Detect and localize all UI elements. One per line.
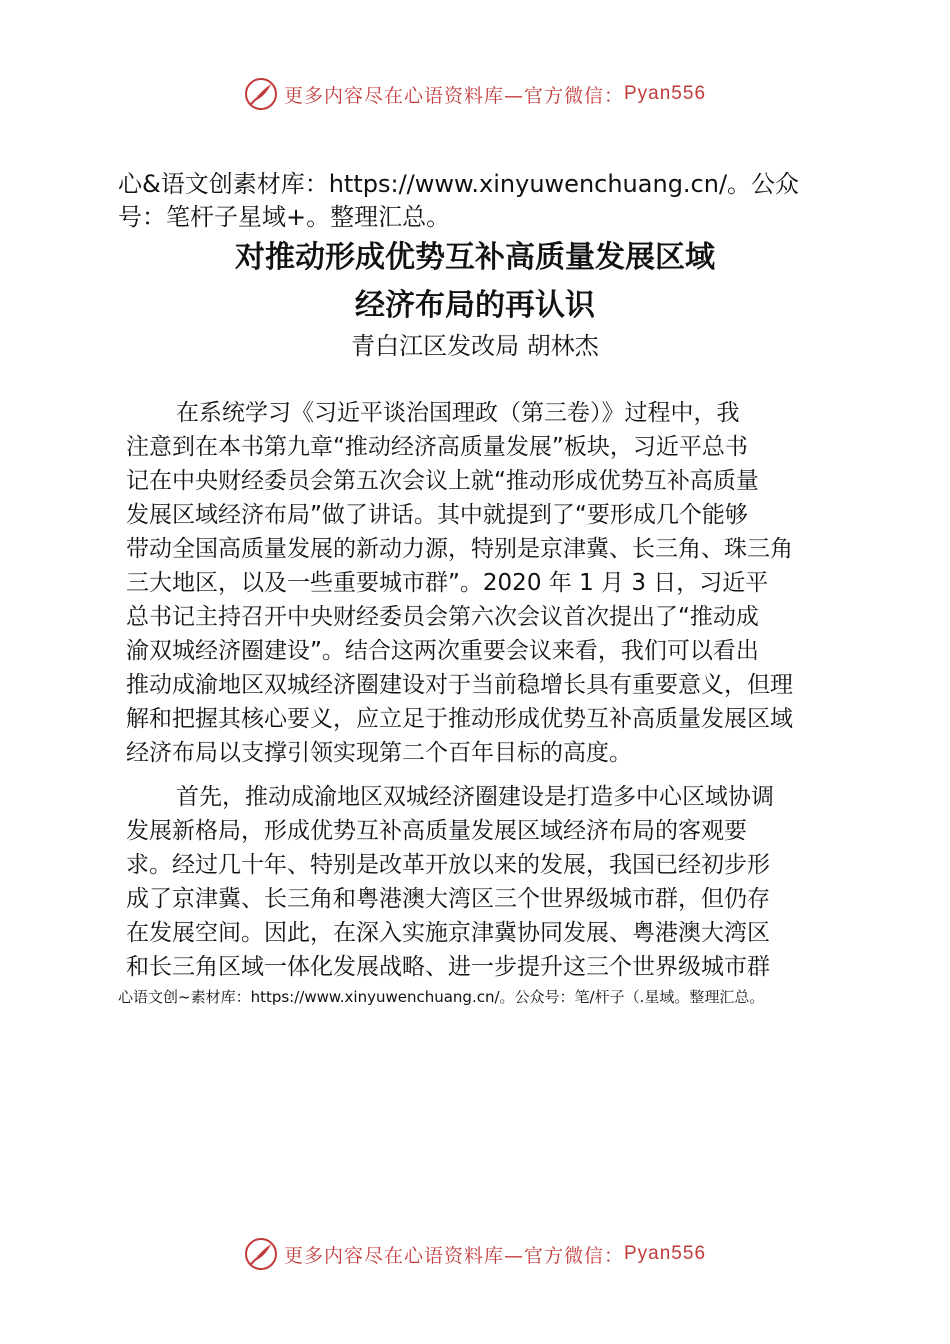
document-title-line-2: 经济布局的再认识 bbox=[355, 288, 595, 323]
banner-text: 更多内容尽在心语资料库—官方微信： bbox=[283, 84, 624, 107]
paragraph-line: 经济布局以支撑引领实现第二个百年目标的高度。 bbox=[126, 740, 632, 766]
paragraph-2 bbox=[126, 780, 832, 984]
paragraph-line: 发展新格局，形成优势互补高质量发展区域经济布局的客观要 bbox=[126, 818, 747, 844]
paragraph-line: 发展区域经济布局”做了讲话。其中就提到了“要形成几个能够 bbox=[126, 502, 748, 528]
paragraph-line: 求。经过几十年、特别是改革开放以来的发展，我国已经初步形 bbox=[126, 852, 770, 878]
paragraph-line: 在系统学习《习近平谈治国理政（第三卷）》过程中，我 bbox=[176, 400, 740, 426]
header-banner bbox=[0, 74, 950, 114]
paragraph-line: 三大地区，以及一些重要城市群”。2020 年 1 月 3 日，习近平 bbox=[126, 570, 769, 596]
paragraph-line: 成了京津冀、长三角和粤港澳大湾区三个世界级城市群，但仍存 bbox=[126, 886, 770, 912]
document-title-line-1: 对推动形成优势互补高质量发展区域 bbox=[235, 240, 715, 275]
paragraph-line: 和长三角区域一体化发展战略、进一步提升这三个世界级城市群 bbox=[126, 954, 770, 980]
paragraph-line: 首先，推动成渝地区双城经济圈建设是打造多中心区域协调 bbox=[176, 784, 774, 810]
banner-wechat-id: Pyan556 bbox=[624, 1243, 707, 1264]
paragraph-line: 推动成渝地区双城经济圈建设对于当前稳增长具有重要意义，但理 bbox=[126, 672, 793, 698]
footer-banner bbox=[0, 1234, 950, 1274]
paragraph-line: 记在中央财经委员会第五次会议上就“推动形成优势互补高质量 bbox=[126, 468, 759, 494]
feather-quill-logo-icon bbox=[244, 1237, 278, 1271]
banner-text: 更多内容尽在心语资料库—官方微信： bbox=[283, 1244, 624, 1267]
paragraph-line: 总书记主持召开中央财经委员会第六次会议首次提出了“推动成 bbox=[126, 604, 759, 630]
banner-wechat-id: Pyan556 bbox=[624, 83, 707, 104]
paragraph-line: 在发展空间。因此，在深入实施京津冀协同发展、粤港澳大湾区 bbox=[126, 920, 770, 946]
paragraph-line: 带动全国高质量发展的新动力源，特别是京津冀、长三角、珠三角 bbox=[126, 536, 793, 562]
paragraph-line: 渝双城经济圈建设”。结合这两次重要会议来看，我们可以看出 bbox=[126, 638, 759, 664]
footer-note: 心语文创~素材库：https://www.xinyuwenchuang.cn/。公众号：笔/杆子（.星域。整理汇总。 bbox=[118, 988, 765, 1006]
author-line: 青白江区发改局 胡林杰 bbox=[351, 332, 599, 360]
feather-quill-logo-icon bbox=[244, 77, 278, 111]
paragraph-line: 注意到在本书第九章“推动经济高质量发展”板块，习近平总书 bbox=[126, 434, 748, 460]
paragraph-1 bbox=[126, 396, 832, 770]
intro-text: 心&语文创素材库：https://www.xinyuwenchuang.cn/。公众号：笔杆子星域+。整理汇总。 bbox=[118, 170, 800, 231]
paragraph-line: 解和把握其核心要义，应立足于推动形成优势互补高质量发展区域 bbox=[126, 706, 793, 732]
